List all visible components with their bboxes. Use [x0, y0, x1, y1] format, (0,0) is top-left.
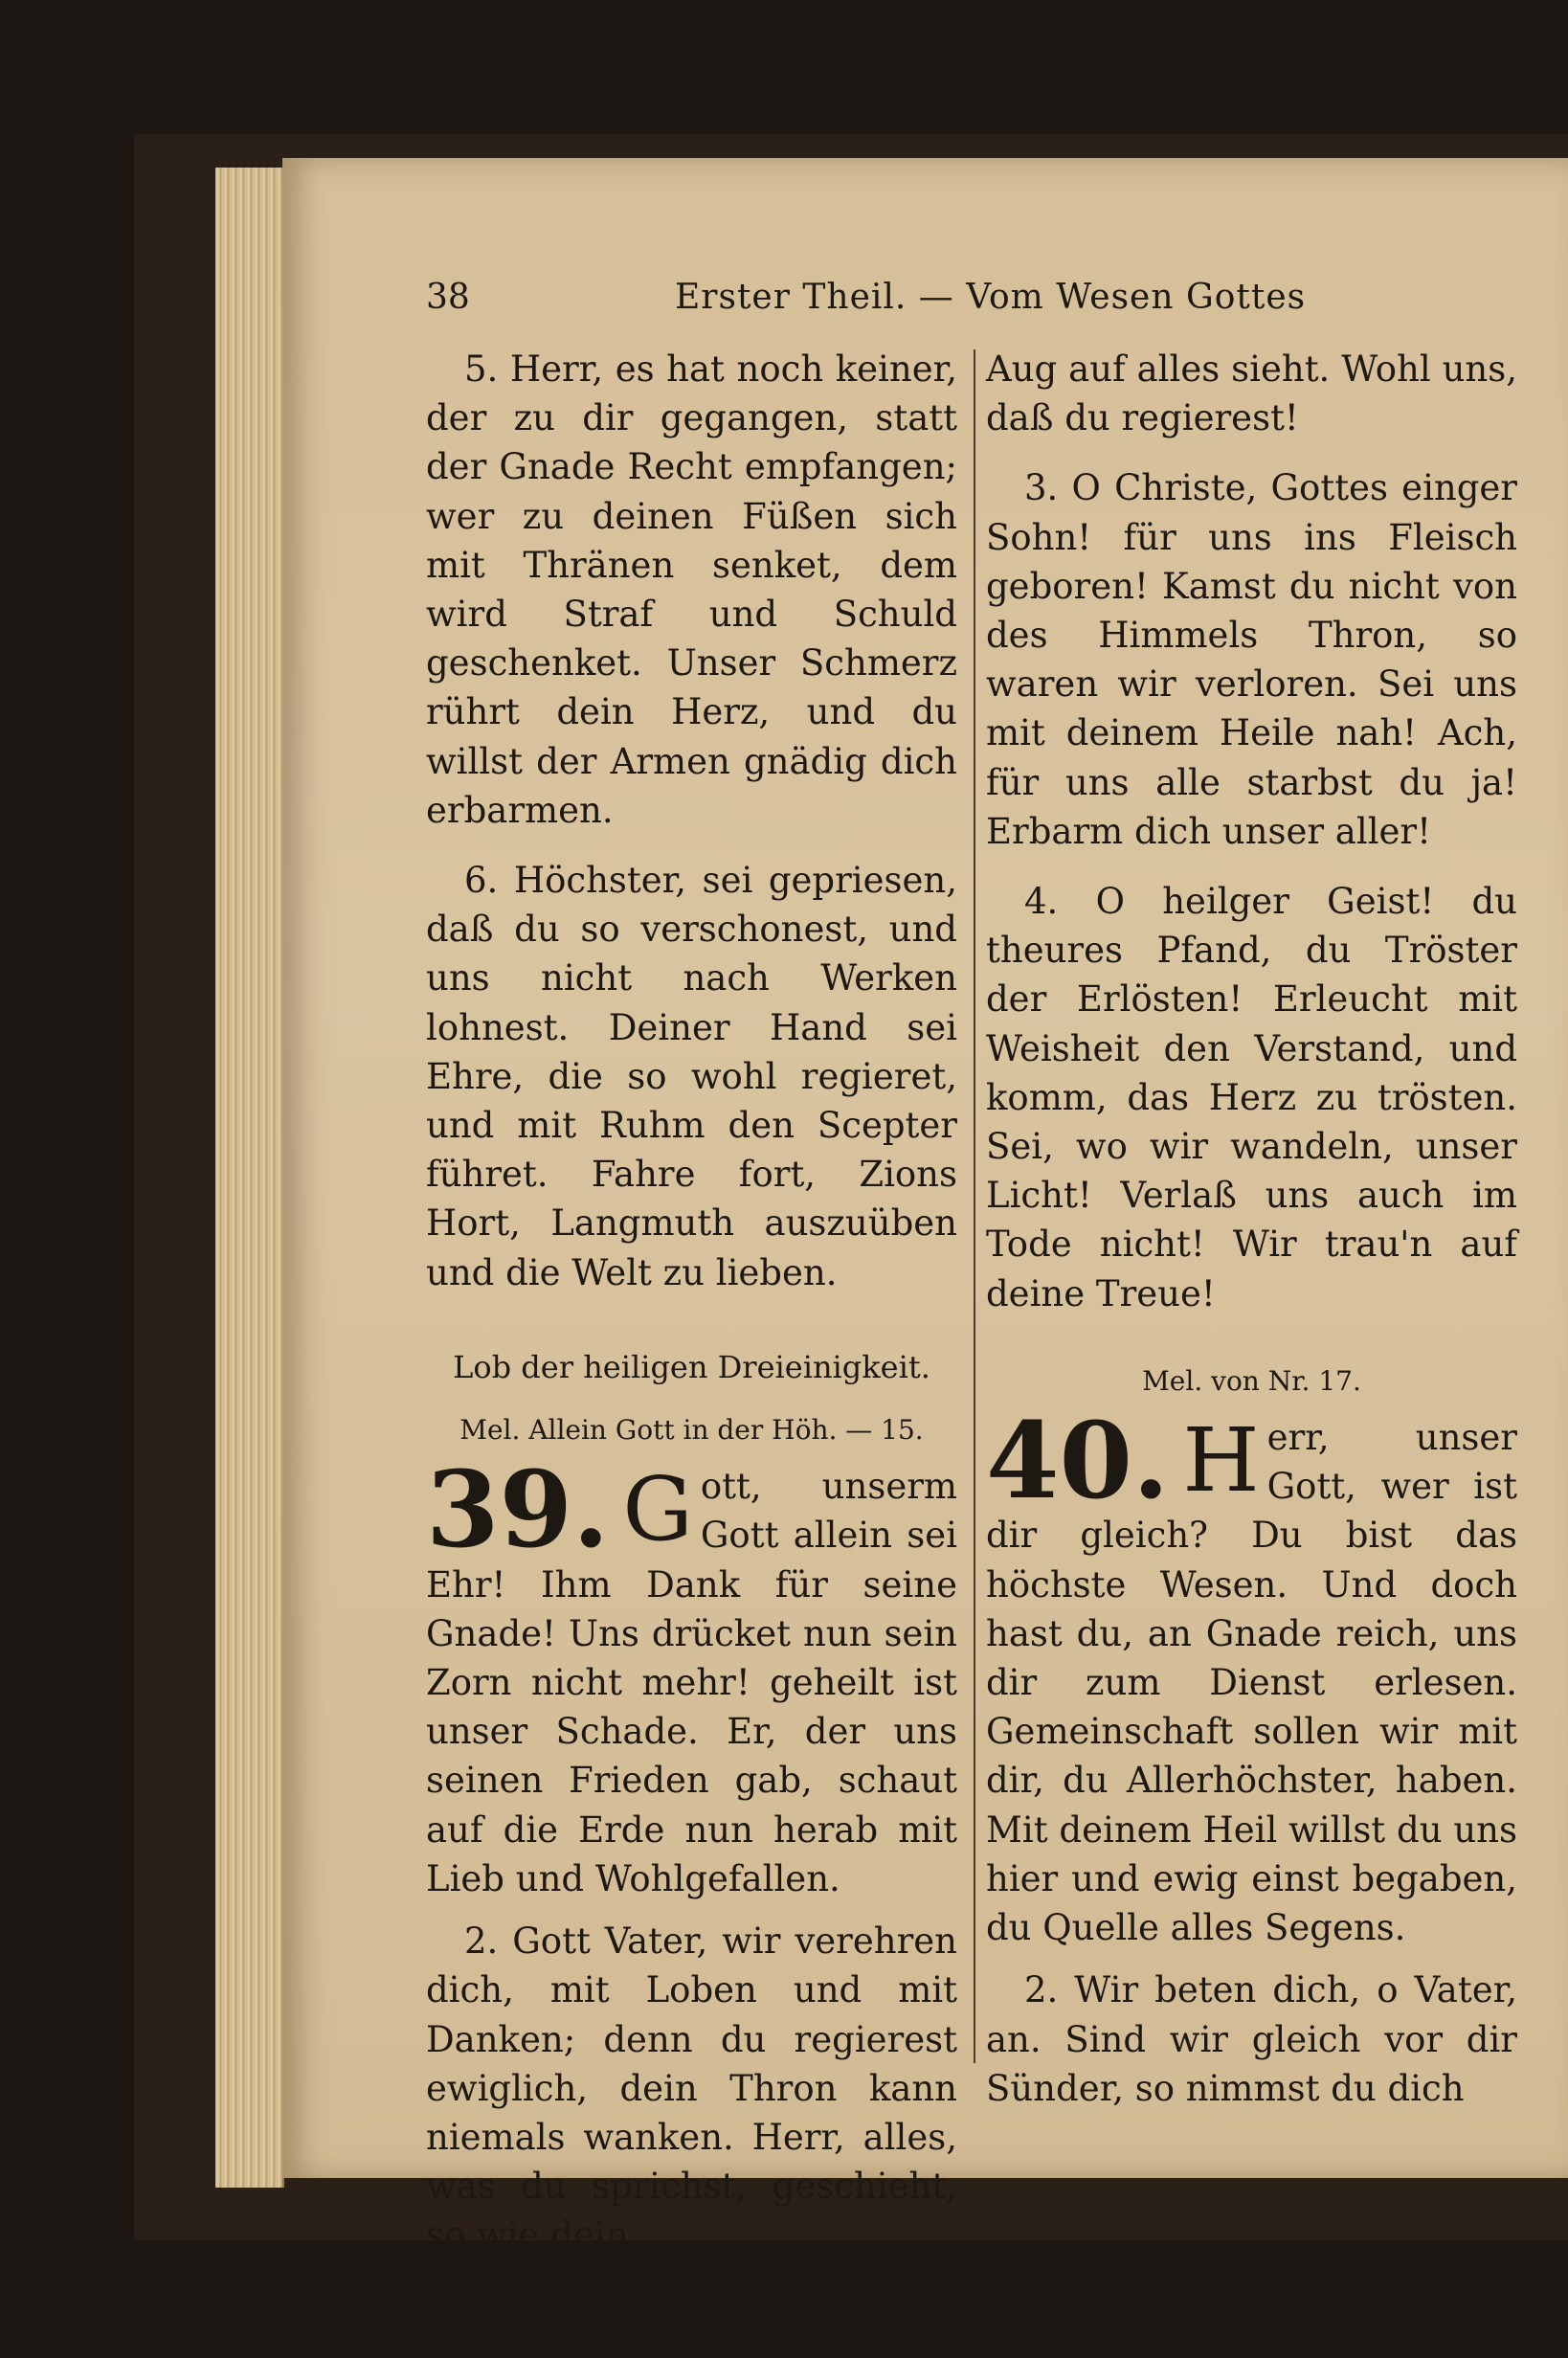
stanza-3: 3. O Christe, Gottes einger Sohn! für uns ins Fleisch geboren! Kamst du nicht von des Himmels Thron, so waren wir verloren. Sei uns mit deinem Heile nah! Ach, für uns alle starbst du ja! Erbarm dich unser aller!	[986, 467, 1517, 852]
book-page	[282, 158, 1568, 2257]
hymn-heading: Lob der heiligen Dreieinigkeit.	[453, 1348, 930, 1385]
page-number: 38	[426, 278, 470, 317]
drop-cap: G	[622, 1458, 693, 1561]
left-column	[426, 345, 957, 2281]
hymn-number: 40.	[986, 1399, 1170, 1523]
stanza-5: 5. Herr, es hat noch keiner, der zu dir gegangen, statt der Gnade Recht empfangen; wer zu deinen Füßen sich mit Thränen senket, dem wird Straf und Schuld geschenket. Unser Schmerz rührt dein Herz, und du willst der Armen gnädig dich erbarmen.	[426, 348, 957, 831]
hymn-40	[986, 1399, 1517, 1952]
melody-reference: Mel. Allein Gott in der Höh. — 15.	[459, 1414, 924, 1447]
right-column	[986, 345, 1517, 2134]
stanza-4: 4. O heilger Geist! du theures Pfand, du Tröster der Erlösten! Erleucht mit Weisheit den Verstand, und komm, das Herz zu trösten. Sei, wo wir wandeln, unser Licht! Verlaß uns auch im Tode nicht! Wir trau'n auf deine Treue!	[986, 881, 1517, 1314]
page-edges	[215, 168, 284, 2188]
column-divider	[974, 349, 975, 2063]
hymn-text: err, unser Gott, wer ist dir gleich? Du bist das höchste Wesen. Und doch hast du, an Gnade reich, uns dir zum Dienst erlesen. Gemeinschaft sollen wir mit dir, du Allerhöchster, haben. Mit deinem Heil willst du uns hier und ewig einst begaben, du Quelle alles Segens.	[986, 1417, 1517, 1949]
continuation-text: Aug auf alles sieht. Wohl uns, daß du regierest!	[986, 348, 1517, 439]
hymn-40-stanza-2: 2. Wir beten dich, o Vater, an. Sind wir gleich vor dir Sünder, so nimmst du dich	[986, 1969, 1517, 2109]
hymn-number: 39.	[426, 1448, 610, 1572]
drop-cap: H	[1182, 1409, 1260, 1513]
stanza-6: 6. Höchster, sei gepriesen, daß du so verschonest, und uns nicht nach Werken lohnest. Deiner Hand sei Ehre, die so wohl regieret, und mit Ruhm den Scepter führet. Fahre fort, Zions Hort, Langmuth auszuüben und die Welt zu lieben.	[426, 860, 957, 1293]
running-head: Erster Theil. — Vom Wesen Gottes	[675, 278, 1307, 317]
hymn-39-stanza-2: 2. Gott Vater, wir verehren dich, mit Loben und mit Danken; denn du regierest ewiglich, dein Thron kann niemals wanken. Herr, alles, was du sprichst, geschieht, so wie dein	[426, 1920, 957, 2257]
hymn-text: ott, unserm Gott allein sei Ehr! Ihm Dank für seine Gnade! Uns drücket nun sein Zorn nicht mehr! geheilt ist unser Schade. Er, der uns seinen Frieden gab, schaut auf die Erde nun herab mit Lieb und Wohlgefallen.	[426, 1466, 957, 1899]
melody-reference: Mel. von Nr. 17.	[1142, 1364, 1361, 1397]
page-header	[426, 278, 1568, 335]
hymn-39	[426, 1448, 957, 1903]
